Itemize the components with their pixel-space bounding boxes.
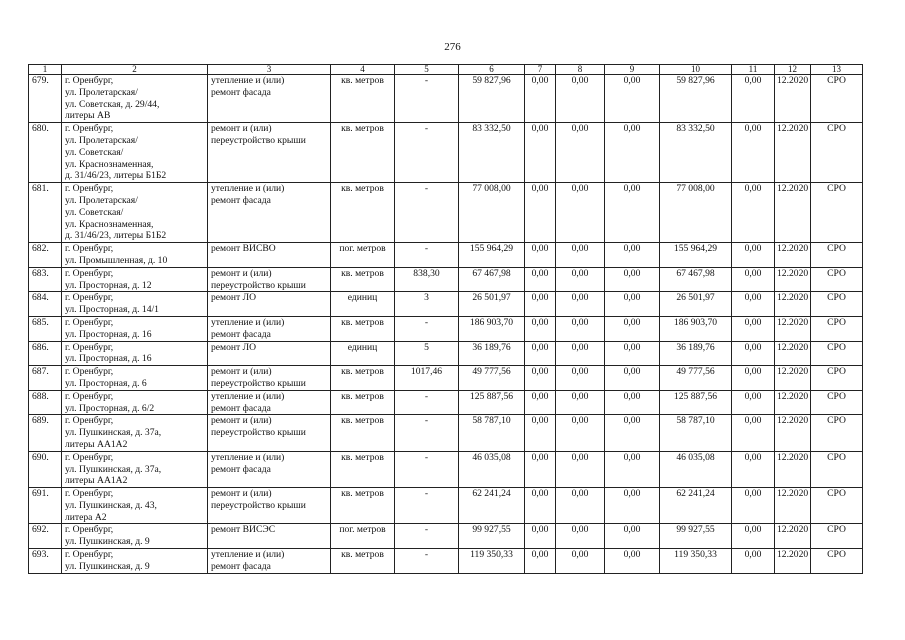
value-cell: 0,00 [732,292,775,317]
address-line: г. Оренбург, [65,123,114,135]
address-line: ул. Советская/ [65,146,124,158]
value-cell: 0,00 [556,243,605,268]
regional-cost-cell: 59 827,96 [660,75,732,123]
address-cell [62,292,208,317]
value-cell: 0,00 [556,390,605,415]
work-type-cell [208,243,331,268]
value-cell: 0,00 [525,549,556,574]
unit-cell: кв. метров [331,415,395,451]
quantity-cell: - [395,123,459,183]
value-cell: 0,00 [605,75,660,123]
address-line: г. Оренбург, [65,341,114,353]
work-type-line: утепление и (или) [211,549,285,561]
quantity-cell: - [395,524,459,549]
regional-cost-cell: 49 777,56 [660,366,732,391]
row-number-cell: 680. [29,123,62,183]
work-type-line: утепление и (или) [211,451,285,463]
unit-cell: пог. метров [331,524,395,549]
address-cell [62,243,208,268]
row-number-cell: 692. [29,524,62,549]
address-line: г. Оренбург, [65,524,114,536]
regional-cost-cell: 62 241,24 [660,488,732,524]
address-cell [62,524,208,549]
regional-cost-cell: 58 787,10 [660,415,732,451]
table-row [29,390,863,415]
row-number-cell: 691. [29,488,62,524]
table-row [29,451,863,487]
address-line: д. 31/46/23, литеры Б1Б2 [65,230,167,242]
value-cell: 0,00 [556,75,605,123]
address-line: литера А2 [65,511,107,523]
total-cost-cell: 26 501,97 [459,292,525,317]
value-cell: 0,00 [605,524,660,549]
deadline-cell: 12.2020 [775,341,811,366]
total-cost-cell: 99 927,55 [459,524,525,549]
table-row [29,415,863,451]
address-cell [62,549,208,574]
work-type-line: утепление и (или) [211,390,285,402]
value-cell: 0,00 [732,316,775,341]
work-type-cell [208,366,331,391]
value-cell: 0,00 [732,243,775,268]
quantity-cell: 838,30 [395,267,459,292]
value-cell: 0,00 [525,488,556,524]
quantity-cell: - [395,488,459,524]
value-cell: 0,00 [605,267,660,292]
total-cost-cell: 119 350,33 [459,549,525,574]
fund-method-cell: СРО [811,390,863,415]
deadline-cell: 12.2020 [775,316,811,341]
column-number-header: 12 [775,65,811,75]
regional-cost-cell: 119 350,33 [660,549,732,574]
column-number-header: 4 [331,65,395,75]
fund-method-cell: СРО [811,75,863,123]
work-type-line: ремонт и (или) [211,267,272,279]
address-line: литеры АА1А2 [65,475,128,487]
value-cell: 0,00 [605,366,660,391]
column-number-header: 2 [62,65,208,75]
address-line: г. Оренбург, [65,292,114,304]
regional-cost-cell: 186 903,70 [660,316,732,341]
value-cell: 0,00 [605,123,660,183]
value-cell: 0,00 [732,549,775,574]
quantity-cell: - [395,75,459,123]
column-number-header: 7 [525,65,556,75]
table-row [29,243,863,268]
quantity-cell: - [395,243,459,268]
total-cost-cell: 59 827,96 [459,75,525,123]
work-type-cell [208,183,331,243]
address-line: г. Оренбург, [65,75,114,86]
unit-cell: кв. метров [331,366,395,391]
address-line: литеры АА1А2 [65,438,128,450]
fund-method-cell: СРО [811,451,863,487]
table-row [29,488,863,524]
row-number-cell: 679. [29,75,62,123]
unit-cell: кв. метров [331,390,395,415]
deadline-cell: 12.2020 [775,524,811,549]
value-cell: 0,00 [525,243,556,268]
value-cell: 0,00 [556,341,605,366]
work-type-cell [208,451,331,487]
unit-cell: кв. метров [331,183,395,243]
quantity-cell: - [395,316,459,341]
work-type-line: утепление и (или) [211,316,285,328]
fund-method-cell: СРО [811,488,863,524]
total-cost-cell: 155 964,29 [459,243,525,268]
work-type-line: ремонт и (или) [211,488,272,500]
value-cell: 0,00 [525,366,556,391]
work-type-cell [208,488,331,524]
row-number-cell: 688. [29,390,62,415]
column-number-header: 13 [811,65,863,75]
work-type-cell [208,549,331,574]
unit-cell: кв. метров [331,451,395,487]
address-line: ул. Просторная, д. 12 [65,279,152,291]
value-cell: 0,00 [525,451,556,487]
unit-cell: кв. метров [331,316,395,341]
fund-method-cell: СРО [811,366,863,391]
row-number-cell: 687. [29,366,62,391]
work-type-line: переустройство крыши [211,427,306,439]
total-cost-cell: 46 035,08 [459,451,525,487]
work-type-line: ремонт и (или) [211,123,272,135]
fund-method-cell: СРО [811,292,863,317]
total-cost-cell: 77 008,00 [459,183,525,243]
value-cell: 0,00 [732,366,775,391]
column-number-row [29,65,863,75]
work-type-cell [208,123,331,183]
total-cost-cell: 58 787,10 [459,415,525,451]
table-row [29,267,863,292]
work-type-cell [208,524,331,549]
work-type-line: утепление и (или) [211,75,285,86]
address-cell [62,316,208,341]
column-number-header: 6 [459,65,525,75]
regional-cost-cell: 99 927,55 [660,524,732,549]
row-number-cell: 686. [29,341,62,366]
address-line: г. Оренбург, [65,267,114,279]
total-cost-cell: 83 332,50 [459,123,525,183]
quantity-cell: - [395,549,459,574]
value-cell: 0,00 [556,415,605,451]
quantity-cell: - [395,415,459,451]
deadline-cell: 12.2020 [775,390,811,415]
table-row [29,366,863,391]
address-cell [62,390,208,415]
row-number-cell: 693. [29,549,62,574]
deadline-cell: 12.2020 [775,415,811,451]
unit-cell: единиц [331,341,395,366]
column-number-header: 3 [208,65,331,75]
work-type-line: ремонт и (или) [211,415,272,427]
table-row [29,549,863,574]
deadline-cell: 12.2020 [775,183,811,243]
address-line: ул. Пролетарская/ [65,86,138,98]
regional-cost-cell: 26 501,97 [660,292,732,317]
work-type-cell [208,341,331,366]
value-cell: 0,00 [556,267,605,292]
work-type-line: ремонт фасада [211,463,271,475]
value-cell: 0,00 [525,415,556,451]
work-type-cell [208,415,331,451]
deadline-cell: 12.2020 [775,292,811,317]
page-number: 276 [444,41,461,53]
quantity-cell: 1017,46 [395,366,459,391]
work-type-line: переустройство крыши [211,377,306,389]
address-cell [62,267,208,292]
row-number-cell: 681. [29,183,62,243]
value-cell: 0,00 [605,316,660,341]
value-cell: 0,00 [732,267,775,292]
total-cost-cell: 62 241,24 [459,488,525,524]
value-cell: 0,00 [732,524,775,549]
table-row [29,183,863,243]
address-line: д. 31/46/23, литеры Б1Б2 [65,170,167,182]
address-line: ул. Просторная, д. 16 [65,353,152,365]
work-type-line: ремонт фасада [211,560,271,572]
total-cost-cell: 186 903,70 [459,316,525,341]
work-type-cell [208,390,331,415]
value-cell: 0,00 [732,488,775,524]
table-row [29,75,863,123]
work-type-cell [208,292,331,317]
address-cell [62,488,208,524]
quantity-cell: - [395,183,459,243]
table-row [29,123,863,183]
row-number-cell: 690. [29,451,62,487]
address-line: г. Оренбург, [65,488,114,500]
address-line: г. Оренбург, [65,366,114,378]
work-type-line: ремонт фасада [211,402,271,414]
address-line: литеры АВ [65,110,111,122]
column-number-header: 1 [29,65,62,75]
value-cell: 0,00 [556,183,605,243]
value-cell: 0,00 [732,123,775,183]
unit-cell: пог. метров [331,243,395,268]
work-type-cell [208,267,331,292]
fund-method-cell: СРО [811,549,863,574]
value-cell: 0,00 [732,451,775,487]
address-line: ул. Просторная, д. 6/2 [65,402,155,414]
address-cell [62,451,208,487]
address-line: ул. Пролетарская/ [65,194,138,206]
unit-cell: кв. метров [331,549,395,574]
address-cell [62,366,208,391]
value-cell: 0,00 [525,316,556,341]
unit-cell: кв. метров [331,123,395,183]
value-cell: 0,00 [556,366,605,391]
work-type-line: переустройство крыши [211,499,306,511]
value-cell: 0,00 [556,524,605,549]
fund-method-cell: СРО [811,415,863,451]
unit-cell: единиц [331,292,395,317]
regional-cost-cell: 83 332,50 [660,123,732,183]
address-line: ул. Краснознаменная, [65,158,154,170]
address-line: ул. Краснознаменная, [65,218,154,230]
work-type-line: утепление и (или) [211,183,285,195]
regional-cost-cell: 46 035,08 [660,451,732,487]
deadline-cell: 12.2020 [775,488,811,524]
address-line: г. Оренбург, [65,415,114,427]
value-cell: 0,00 [525,341,556,366]
address-cell [62,75,208,123]
unit-cell: кв. метров [331,75,395,123]
row-number-cell: 684. [29,292,62,317]
work-type-line: переустройство крыши [211,279,306,291]
value-cell: 0,00 [605,549,660,574]
unit-cell: кв. метров [331,267,395,292]
quantity-cell: - [395,451,459,487]
value-cell: 0,00 [732,390,775,415]
value-cell: 0,00 [525,123,556,183]
column-number-header: 5 [395,65,459,75]
fund-method-cell: СРО [811,341,863,366]
address-line: ул. Пушкинская, д. 37а, [65,427,162,439]
address-line: ул. Пролетарская/ [65,134,138,146]
regional-cost-cell: 125 887,56 [660,390,732,415]
address-line: ул. Советская/ [65,206,124,218]
work-type-line: ремонт фасада [211,328,271,340]
value-cell: 0,00 [525,267,556,292]
column-number-header: 8 [556,65,605,75]
address-cell [62,123,208,183]
value-cell: 0,00 [732,183,775,243]
address-line: ул. Пушкинская, д. 9 [65,536,150,548]
column-number-header: 11 [732,65,775,75]
quantity-cell: 5 [395,341,459,366]
value-cell: 0,00 [605,488,660,524]
value-cell: 0,00 [732,75,775,123]
deadline-cell: 12.2020 [775,267,811,292]
column-number-header: 10 [660,65,732,75]
repair-schedule-table [28,64,863,574]
value-cell: 0,00 [605,341,660,366]
value-cell: 0,00 [605,183,660,243]
column-number-header: 9 [605,65,660,75]
table-row [29,316,863,341]
address-line: г. Оренбург, [65,243,114,255]
address-cell [62,183,208,243]
value-cell: 0,00 [556,316,605,341]
value-cell: 0,00 [605,390,660,415]
value-cell: 0,00 [732,341,775,366]
deadline-cell: 12.2020 [775,75,811,123]
address-line: ул. Просторная, д. 16 [65,328,152,340]
address-line: г. Оренбург, [65,183,114,195]
value-cell: 0,00 [556,488,605,524]
address-line: ул. Пушкинская, д. 37а, [65,463,162,475]
row-number-cell: 682. [29,243,62,268]
total-cost-cell: 36 189,76 [459,341,525,366]
fund-method-cell: СРО [811,267,863,292]
regional-cost-cell: 36 189,76 [660,341,732,366]
deadline-cell: 12.2020 [775,243,811,268]
fund-method-cell: СРО [811,524,863,549]
address-cell [62,415,208,451]
row-number-cell: 689. [29,415,62,451]
regional-cost-cell: 67 467,98 [660,267,732,292]
fund-method-cell: СРО [811,183,863,243]
deadline-cell: 12.2020 [775,366,811,391]
address-line: ул. Пушкинская, д. 43, [65,499,157,511]
address-line: ул. Просторная, д. 6 [65,377,147,389]
regional-cost-cell: 77 008,00 [660,183,732,243]
work-type-cell [208,75,331,123]
work-type-cell [208,316,331,341]
address-line: ул. Советская, д. 29/44, [65,98,160,110]
fund-method-cell: СРО [811,123,863,183]
total-cost-cell: 67 467,98 [459,267,525,292]
value-cell: 0,00 [525,524,556,549]
work-type-line: переустройство крыши [211,134,306,146]
value-cell: 0,00 [605,451,660,487]
row-number-cell: 683. [29,267,62,292]
address-line: г. Оренбург, [65,451,114,463]
address-line: ул. Пушкинская, д. 9 [65,560,150,572]
address-line: г. Оренбург, [65,390,114,402]
value-cell: 0,00 [556,451,605,487]
fund-method-cell: СРО [811,316,863,341]
address-line: г. Оренбург, [65,316,114,328]
fund-method-cell: СРО [811,243,863,268]
table-row [29,292,863,317]
work-type-line: ремонт ВИСВО [211,243,276,255]
address-line: ул. Просторная, д. 14/1 [65,304,159,316]
value-cell: 0,00 [525,183,556,243]
value-cell: 0,00 [525,292,556,317]
value-cell: 0,00 [605,292,660,317]
value-cell: 0,00 [556,549,605,574]
quantity-cell: - [395,390,459,415]
deadline-cell: 12.2020 [775,123,811,183]
value-cell: 0,00 [556,123,605,183]
row-number-cell: 685. [29,316,62,341]
table-row [29,341,863,366]
deadline-cell: 12.2020 [775,451,811,487]
work-type-line: ремонт ЛО [211,292,257,304]
unit-cell: кв. метров [331,488,395,524]
value-cell: 0,00 [605,415,660,451]
value-cell: 0,00 [525,390,556,415]
value-cell: 0,00 [605,243,660,268]
value-cell: 0,00 [556,292,605,317]
quantity-cell: 3 [395,292,459,317]
work-type-line: ремонт ЛО [211,341,257,353]
work-type-line: ремонт фасада [211,194,271,206]
total-cost-cell: 125 887,56 [459,390,525,415]
work-type-line: ремонт фасада [211,86,271,98]
table-row [29,524,863,549]
address-line: ул. Промышленная, д. 10 [65,254,168,266]
work-type-line: ремонт ВИСЭС [211,524,276,536]
regional-cost-cell: 155 964,29 [660,243,732,268]
address-cell [62,341,208,366]
value-cell: 0,00 [525,75,556,123]
work-type-line: ремонт и (или) [211,366,272,378]
value-cell: 0,00 [732,415,775,451]
address-line: г. Оренбург, [65,549,114,561]
deadline-cell: 12.2020 [775,549,811,574]
total-cost-cell: 49 777,56 [459,366,525,391]
